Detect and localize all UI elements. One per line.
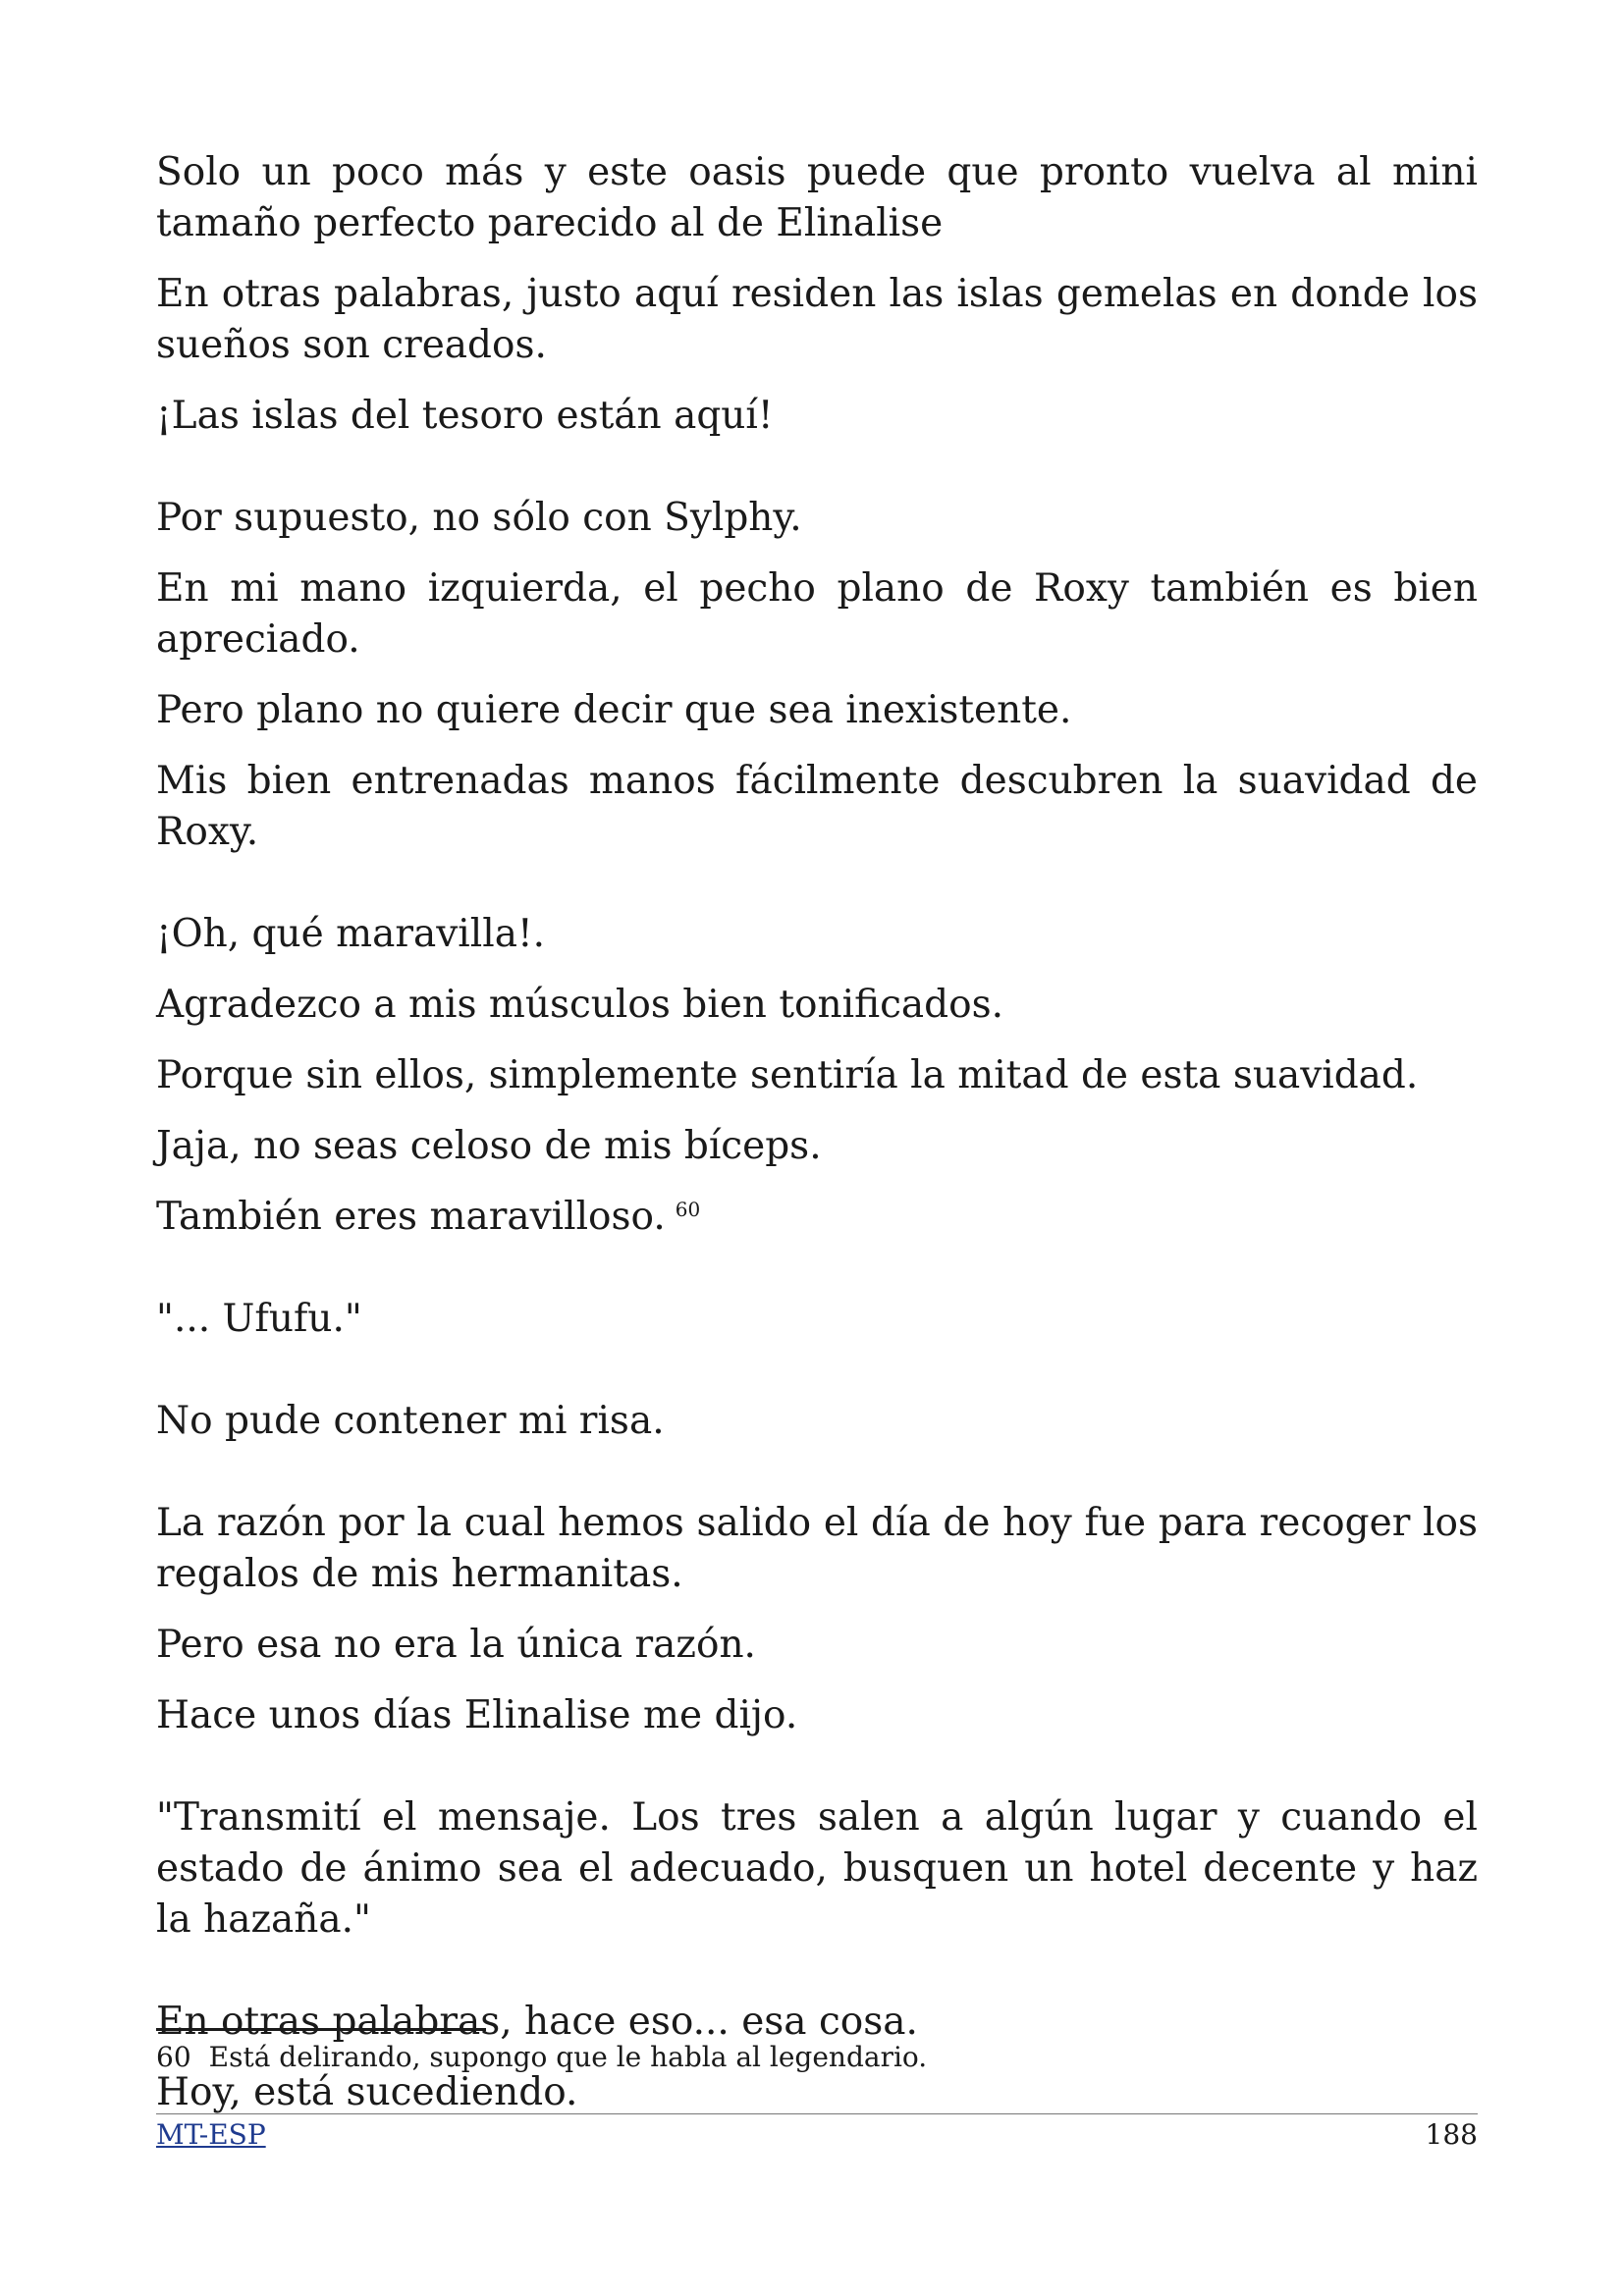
paragraph: "Transmití el mensaje. Los tres salen a algún lugar y cuando el estado de ánimo sea el adecuado, busquen un hotel decente y haz la hazaña." <box>156 1795 1478 1942</box>
footnote-number: 60 <box>156 2041 191 2073</box>
paragraph: Pero plano no quiere decir que sea inexistente. <box>156 688 1072 732</box>
paragraph: En otras palabras, hace eso... esa cosa. <box>156 2000 918 2044</box>
footnote-divider <box>156 2028 486 2031</box>
paragraph: Jaja, no seas celoso de mis bíceps. <box>156 1124 822 1168</box>
paragraph: Mis bien entrenadas manos fácilmente descubren la suavidad de Roxy. <box>156 759 1478 854</box>
paragraph: En otras palabras, justo aquí residen las islas gemelas en donde los sueños son creados. <box>156 272 1478 367</box>
paragraph: Solo un poco más y este oasis puede que pronto vuelva al mini tamaño perfecto parecido al de Elinalise <box>156 150 1478 245</box>
footer-link[interactable]: MT-ESP <box>156 2118 266 2151</box>
paragraph: "... Ufufu." <box>156 1297 362 1341</box>
paragraph-with-footnote <box>156 1192 1478 1243</box>
paragraph: Pero esa no era la única razón. <box>156 1623 756 1667</box>
paragraph: No pude contener mi risa. <box>156 1399 665 1443</box>
page-number: 188 <box>1425 2118 1478 2151</box>
paragraph: Porque sin ellos, simplemente sentiría la mitad de esta suavidad. <box>156 1053 1419 1097</box>
footnote-reference[interactable]: 60 <box>675 1198 701 1221</box>
page-body <box>156 147 1478 2118</box>
paragraph: En mi mano izquierda, el pecho plano de Roxy también es bien apreciado. <box>156 566 1478 662</box>
paragraph: ¡Las islas del tesoro están aquí! <box>156 394 774 438</box>
paragraph: Agradezco a mis músculos bien tonificados. <box>156 983 1004 1027</box>
paragraph: Por supuesto, no sólo con Sylphy. <box>156 496 802 540</box>
footnote <box>156 2040 927 2075</box>
paragraph: Hace unos días Elinalise me dijo. <box>156 1693 798 1737</box>
paragraph: Hoy, está sucediendo. <box>156 2070 578 2114</box>
paragraph-text: También eres maravilloso. <box>156 1195 666 1239</box>
footnote-text: Está delirando, supongo que le habla al legendario. <box>208 2041 928 2073</box>
footer-divider <box>156 2113 1478 2114</box>
paragraph: ¡Oh, qué maravilla!. <box>156 912 546 956</box>
paragraph: La razón por la cual hemos salido el día de hoy fue para recoger los regalos de mis hermanitas. <box>156 1501 1478 1596</box>
